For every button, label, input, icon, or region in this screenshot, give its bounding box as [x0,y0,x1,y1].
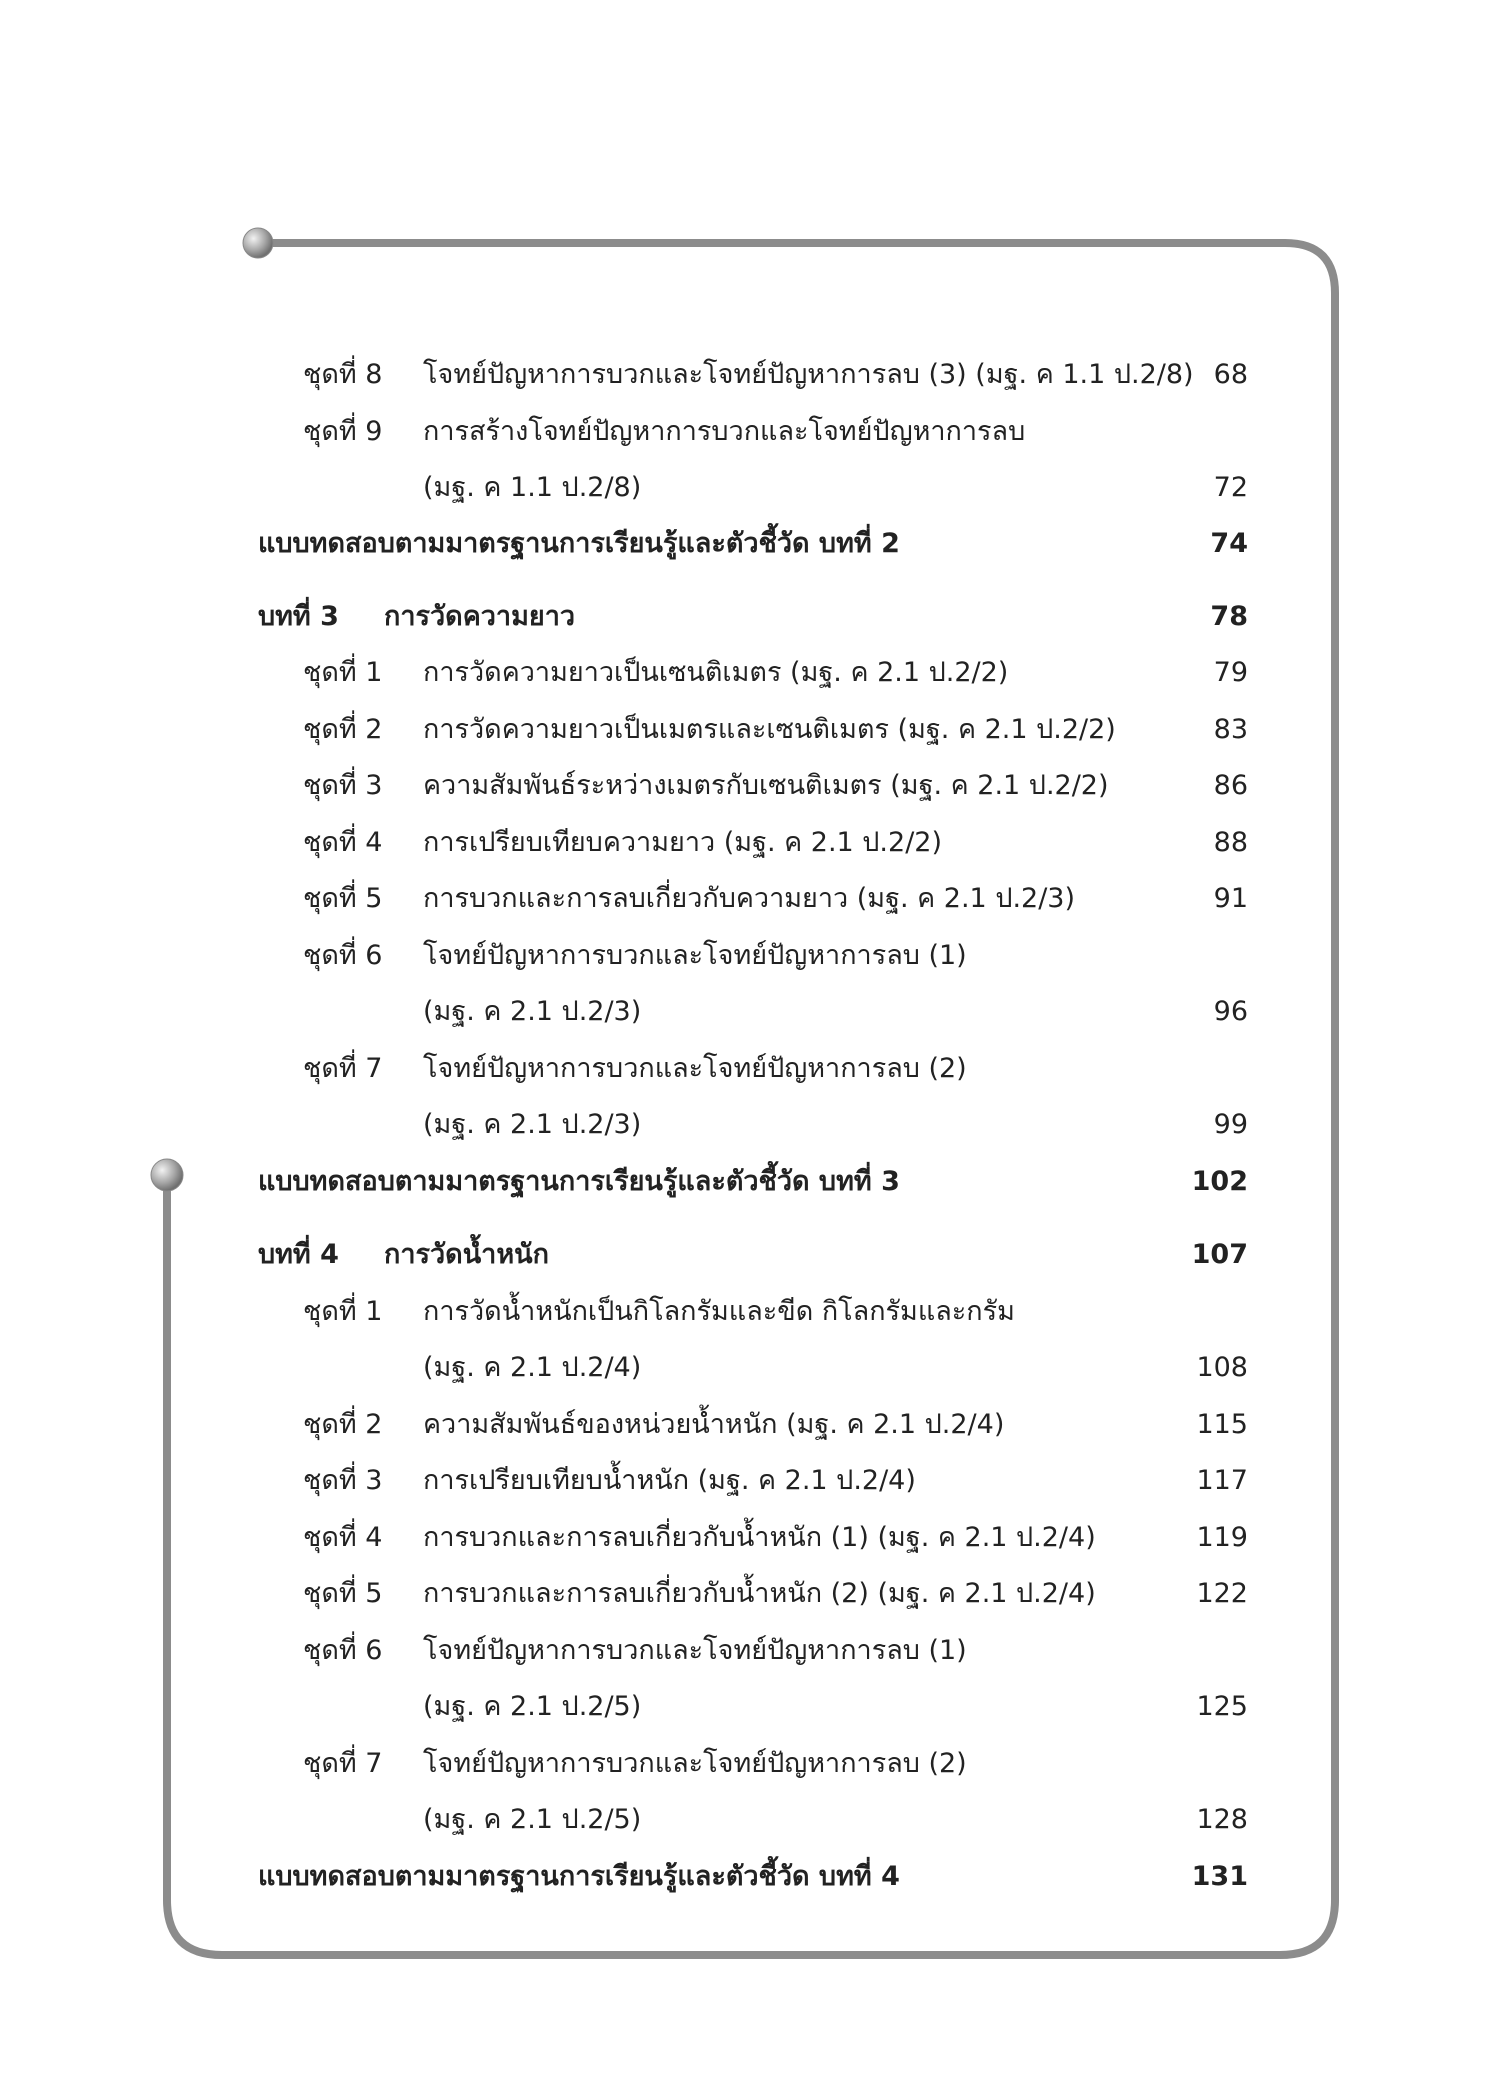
page-number: 91 [1213,883,1248,914]
page-number: 107 [1191,1239,1248,1270]
set-number: ชุดที่ 2 [303,714,383,745]
toc-row [303,648,1248,698]
toc-test-row [258,519,1248,569]
entry-title: (มฐ. ค 2.1 ป.2/5) [423,1804,642,1835]
set-number: ชุดที่ 4 [303,1522,383,1553]
toc-row [303,1400,1248,1450]
toc-row [303,818,1248,868]
entry-title: การวัดความยาว [384,601,576,632]
entry-title: ความสัมพันธ์ระหว่างเมตรกับเซนติเมตร (มฐ. ค 2.1 ป.2/2) [423,770,1109,801]
page-number: 96 [1213,996,1248,1027]
entry-title: การวัดความยาวเป็นเมตรและเซนติเมตร (มฐ. ค 2.1 ป.2/2) [423,714,1116,745]
entry-title: (มฐ. ค 2.1 ป.2/3) [423,996,642,1027]
page-number: 128 [1196,1804,1248,1835]
set-number: ชุดที่ 3 [303,770,383,801]
chapter-number: บทที่ 4 [258,1239,339,1270]
page-number: 78 [1210,601,1248,632]
page-number: 125 [1196,1691,1248,1722]
page-number: 74 [1210,528,1248,559]
page-number: 131 [1191,1861,1248,1892]
toc-row [303,1739,1248,1789]
page-number: 122 [1196,1578,1248,1609]
set-number: ชุดที่ 4 [303,827,383,858]
page-number: 72 [1213,472,1248,503]
toc-row [303,1044,1248,1094]
entry-title: โจทย์ปัญหาการบวกและโจทย์ปัญหาการลบ (1) [423,940,967,971]
set-number: ชุดที่ 6 [303,1635,383,1666]
entry-title: ความสัมพันธ์ของหน่วยน้ำหนัก (มฐ. ค 2.1 ป.2/4) [423,1409,1005,1440]
entry-title: การเปรียบเทียบน้ำหนัก (มฐ. ค 2.1 ป.2/4) [423,1465,916,1496]
entry-title: การวัดน้ำหนักเป็นกิโลกรัมและขีด กิโลกรัมและกรัม [423,1296,1015,1327]
set-number: ชุดที่ 1 [303,657,383,688]
page-number: 119 [1196,1522,1248,1553]
set-number: ชุดที่ 9 [303,416,383,447]
toc-row [303,1343,1248,1393]
page-number: 108 [1196,1352,1248,1383]
set-number: ชุดที่ 8 [303,359,383,390]
toc-row [303,874,1248,924]
toc-row [303,407,1248,457]
page-number: 102 [1191,1166,1248,1197]
page-number: 117 [1196,1465,1248,1496]
page-number: 68 [1213,359,1248,390]
entry-title: การสร้างโจทย์ปัญหาการบวกและโจทย์ปัญหาการลบ [423,416,1026,447]
set-number: ชุดที่ 6 [303,940,383,971]
entry-title: การบวกและการลบเกี่ยวกับน้ำหนัก (1) (มฐ. ค 2.1 ป.2/4) [423,1522,1096,1553]
toc-row [303,1100,1248,1150]
page-number: 83 [1213,714,1248,745]
set-number: ชุดที่ 5 [303,883,383,914]
entry-title: แบบทดสอบตามมาตรฐานการเรียนรู้และตัวชี้วัด บทที่ 2 [258,528,900,559]
entry-title: (มฐ. ค 2.1 ป.2/3) [423,1109,642,1140]
entry-title: การบวกและการลบเกี่ยวกับน้ำหนัก (2) (มฐ. ค 2.1 ป.2/4) [423,1578,1096,1609]
page-number: 115 [1196,1409,1248,1440]
toc-row [303,1287,1248,1337]
entry-title: การวัดน้ำหนัก [384,1239,549,1270]
entry-title: โจทย์ปัญหาการบวกและโจทย์ปัญหาการลบ (2) [423,1053,967,1084]
page-number: 99 [1213,1109,1248,1140]
toc-row [303,1513,1248,1563]
entry-title: โจทย์ปัญหาการบวกและโจทย์ปัญหาการลบ (1) [423,1635,967,1666]
page-number: 79 [1213,657,1248,688]
entry-title: แบบทดสอบตามมาตรฐานการเรียนรู้และตัวชี้วัด บทที่ 3 [258,1166,900,1197]
set-number: ชุดที่ 3 [303,1465,383,1496]
toc-row [303,463,1248,513]
toc-chapter-row [258,1230,1248,1280]
toc-row [303,1795,1248,1845]
toc-row [303,1569,1248,1619]
toc-row [303,705,1248,755]
entry-title: การเปรียบเทียบความยาว (มฐ. ค 2.1 ป.2/2) [423,827,942,858]
chapter-number: บทที่ 3 [258,601,339,632]
toc-row [303,1456,1248,1506]
entry-title: การบวกและการลบเกี่ยวกับความยาว (มฐ. ค 2.1 ป.2/3) [423,883,1076,914]
toc-row [303,1682,1248,1732]
toc-row [303,350,1248,400]
entry-title: การวัดความยาวเป็นเซนติเมตร (มฐ. ค 2.1 ป.2/2) [423,657,1009,688]
page-number: 88 [1213,827,1248,858]
set-number: ชุดที่ 1 [303,1296,383,1327]
toc-row [303,987,1248,1037]
set-number: ชุดที่ 7 [303,1053,383,1084]
entry-title: โจทย์ปัญหาการบวกและโจทย์ปัญหาการลบ (2) [423,1748,967,1779]
set-number: ชุดที่ 5 [303,1578,383,1609]
entry-title: โจทย์ปัญหาการบวกและโจทย์ปัญหาการลบ (3) (มฐ. ค 1.1 ป.2/8) [423,359,1194,390]
entry-title: (มฐ. ค 1.1 ป.2/8) [423,472,642,503]
toc-test-row [258,1157,1248,1207]
page-number: 86 [1213,770,1248,801]
toc-row [303,1626,1248,1676]
toc-row [303,931,1248,981]
entry-title: (มฐ. ค 2.1 ป.2/5) [423,1691,642,1722]
entry-title: (มฐ. ค 2.1 ป.2/4) [423,1352,642,1383]
set-number: ชุดที่ 7 [303,1748,383,1779]
toc-chapter-row [258,592,1248,642]
set-number: ชุดที่ 2 [303,1409,383,1440]
toc-row [303,761,1248,811]
entry-title: แบบทดสอบตามมาตรฐานการเรียนรู้และตัวชี้วัด บทที่ 4 [258,1861,900,1892]
toc-test-row [258,1852,1248,1902]
